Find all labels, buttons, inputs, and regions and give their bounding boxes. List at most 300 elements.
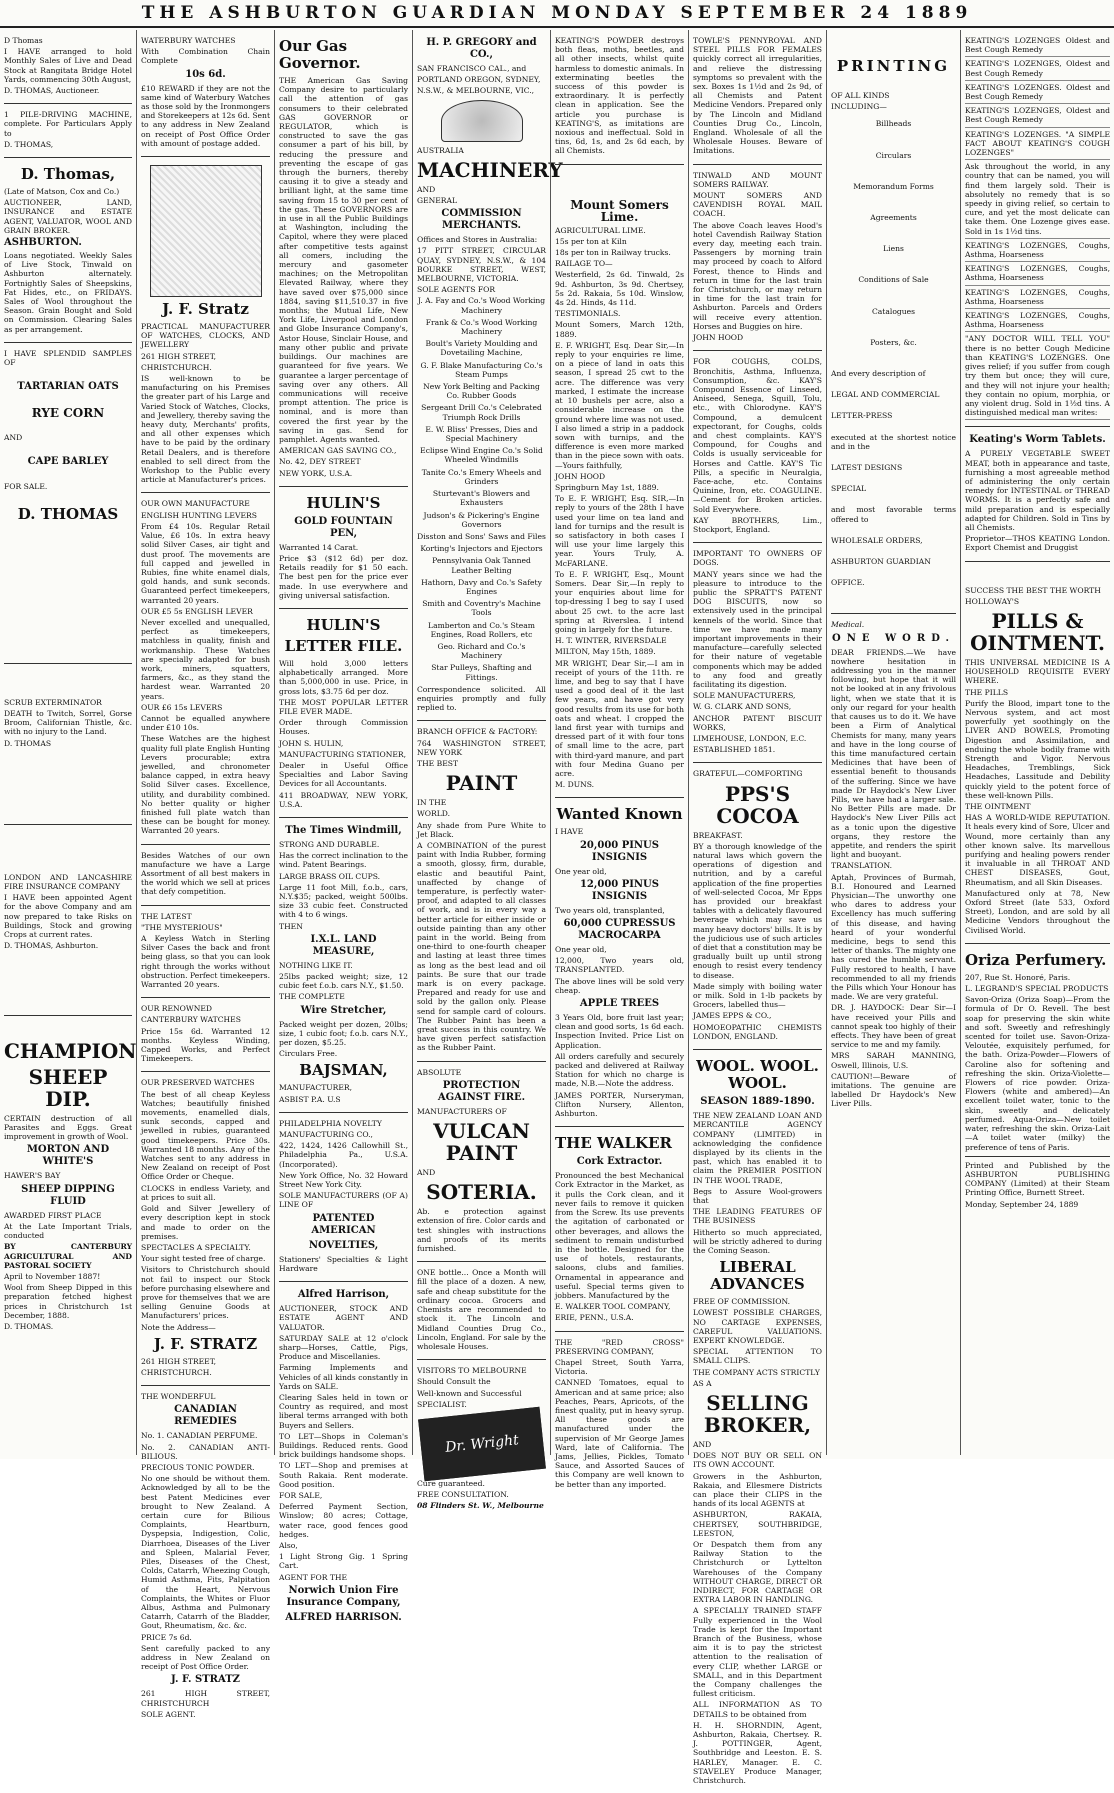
ad-heading: THE LATEST <box>141 911 192 921</box>
ad-date: MILTON, May 15th, 1889. <box>555 647 656 657</box>
list-item: Smith and Coventry's Machine Tools <box>422 599 541 618</box>
divider <box>965 1156 1110 1157</box>
ad-alfred-harrison <box>279 1282 408 1633</box>
list-item: KEATING'S LOZENGES, Oldest and Best Cough Remedy <box>965 57 1110 80</box>
ad-company: THE COMPANY ACTS STRICTLY <box>693 1367 820 1377</box>
ad-ointment: THE OINTMENT <box>965 802 1031 811</box>
ad-special: SPECIAL ATTENTION TO SMALL CLIPS. <box>693 1347 822 1366</box>
ad-line: 12,000 PINUS INSIGNIS <box>579 878 660 902</box>
ad-heading: NOVELTIES, <box>308 1239 379 1251</box>
ad-name: BAJSMAN, <box>299 1061 388 1080</box>
ad-body: 3 Years Old, bore fruit last year; clean and good sorts, 1s 6d each. Inspection Invited. Price List on Application. <box>555 1013 684 1050</box>
column-5 <box>550 30 688 1489</box>
ad-testimonial: To E. F. WRIGHT, Esq. SIR,—In reply to yours of the 28th I have used your lime on tea land and land for turnips and the result is so satisfactory in both cases I will use your lime largely this year. Yours Truly, A. McFARLANE. <box>555 494 684 568</box>
ad-signature: D. THOMAS <box>4 738 52 748</box>
ad-and: AND <box>417 184 436 194</box>
ad-heading: BRANCH OFFICE & FACTORY: <box>417 727 538 737</box>
ad-heading: THE COMPLETE <box>279 992 345 1002</box>
ad-favourable: and most favorable terms offered to <box>831 505 956 524</box>
list-item: Sturtevant's Blowers and Exhausters <box>432 489 531 508</box>
ad-body: TO LET—Shops in Coleman's Buildings. Reduced rents. Good brick buildings handsome shops. <box>279 1431 408 1460</box>
ad-title: ONE WORD. <box>831 632 955 644</box>
ad-body: Cannot be equalled anywhere under £10 10s. <box>141 713 270 733</box>
ad-city: CHRISTCHURCH. <box>141 1367 212 1377</box>
ad-city: N.S.W., & MELBOURNE, VIC., <box>417 86 535 96</box>
ad-signature: D. THOMAS, Auctioneer. <box>4 86 100 96</box>
ad-signature: JAMES PORTER, Nurseryman, Clifton Nursery, Allenton, Ashburton. <box>555 1090 684 1119</box>
ad-title: GOLD FOUNTAIN PEN, <box>294 515 393 539</box>
list-item: Billheads <box>875 119 912 129</box>
ad-body: IS well-known to be manufacturing on his Premises the greater part of his Large and Varied Stock of Watches, Clocks, and Jewellery, thereby saving the heavy duty, Merchants' profits, and all other expenses which have to be paid by the ordinary Retail Dealers, and is therefore enabled to sell direct from the Workshop to the Public every article at Manufacturer's prices. <box>141 374 270 485</box>
ad-towles-pills <box>693 30 822 165</box>
ad-line-sub: One year old, <box>555 945 607 955</box>
ad-features: THE LEADING FEATURES OF THE BUSINESS <box>693 1207 822 1226</box>
list-item: KEATING'S LOZENGES, Oldest and Best Cough Remedy <box>965 104 1110 127</box>
ad-including: INCLUDING— <box>831 102 887 112</box>
ad-sale: The above lines will be sold very cheap. <box>555 976 684 995</box>
list-item: Memorandum Forms <box>853 181 934 191</box>
ad-footer: Stationers' Specialties & Light Hardware <box>279 1254 408 1273</box>
ad-medicine: THIS UNIVERSAL MEDICINE IS A HOUSEHOLD REQUISITE EVERY WHERE. <box>965 657 1110 686</box>
ad-order: Order through Commission Houses. <box>279 718 408 737</box>
list-item: Judson's & Pickering's Engine Governors <box>423 510 540 529</box>
ad-name: J. F. STRATZ <box>153 1334 258 1353</box>
list-item: Circulars <box>875 150 912 160</box>
list-item: Posters, &c. <box>870 337 917 347</box>
ad-title: LETTER FILE. <box>284 636 403 655</box>
ad-heading: PRINTING <box>836 57 951 75</box>
ad-worm-tablets <box>965 427 1110 561</box>
ad-title: PPS'S COCOA <box>716 781 799 828</box>
ad-signature: MRS SARAH MANNING, Oswell, Illinois, U.S. <box>831 1051 956 1070</box>
ad-subheading: With Combination Chain Complete <box>141 47 270 66</box>
ad-body: "ANY DOCTOR WILL TELL YOU" there is no better Cough Medicine than KEATING'S LOZENGES. One gives relief; if you suffer from cough try them but once; they will cure, and they will not injure your health; they contain no opium, morphia, or any violent drug. Sold in 1½d tins. A distinguished medical man writes: <box>965 332 1110 420</box>
ad-body: £10 REWARD if they are not the same kind of Waterbury Watches as those sold by the Ironmongers and Storekeepers at 12s 6d. Sent to any address in New Zealand on receipt of Post Office Order with amount of postage added. <box>141 83 270 148</box>
ad-cups: LARGE BRASS OIL CUPS. <box>279 871 381 881</box>
ad-item: No. 1. CANADIAN PERFUME. <box>141 1431 258 1441</box>
list-item: Eclipse Wind Engine Co.'s Solid Wheeled Windmills <box>420 446 543 465</box>
ad-monthly-sales <box>4 30 132 104</box>
ad-body: These Watches are the highest quality full plate English Hunting Levers procurable; extra jewelled, and chronometer balance capped, in extra heavy Solid Silver cases. Excellence, utility, and durability combined. No better quality or higher finished full plate watch than these can be bought for money. Warranted 20 years. <box>141 734 270 836</box>
ad-subheading: ENGLISH HUNTING LEVERS <box>141 510 257 520</box>
list-item: G. F. Blake Manufacturing Co.'s Steam Pumps <box>420 360 543 379</box>
ad-heading: FOR SALE, <box>279 1490 323 1500</box>
ad-office: New York Office, No. 32 Howard Street New York City. <box>279 1170 408 1190</box>
column-1 <box>0 30 136 1455</box>
ad-body: A SPECIALLY TRAINED STAFF Fully experienced in the Wool Trade is kept for the Important Branch of the Business, whose aim it is to pay the strictest attention to the realisation of every CLIP, whether LARGE or SMALL, and in this Department the Company challenges the fullest criticism. <box>693 1606 822 1699</box>
ad-price: 18s per ton in Railway trucks. <box>555 248 671 258</box>
list-item: Hathorn, Davy and Co.'s Safety Engines <box>421 577 542 596</box>
ad-body: Hitherto so much appreciated, will be strictly adhered to during the Coming Season. <box>693 1227 822 1255</box>
ad-title: WOOL. WOOL. WOOL. <box>696 1057 819 1093</box>
ad-address: No. 42, DEY STREET <box>279 457 361 467</box>
ad-signature: Proprietor—THOS KEATING London. Export Chemist and Druggist <box>965 534 1110 553</box>
ad-address: LIMEHOUSE, LONDON, E.C. <box>693 734 807 744</box>
ad-offices: Offices and Stores in Australia: <box>417 235 538 245</box>
ad-body: A Keyless Watch in Sterling Silver Cases the back and front being glass, so that you can look right through the works without obstruction. Perfect timekeepers. Warranted 20 years. <box>141 934 270 990</box>
ad-heading: Oriza Perfumery. <box>965 950 1107 969</box>
ad-champion-sheep-dip <box>4 1016 137 1339</box>
ad-heading: D. Thomas, <box>20 165 116 184</box>
ad-body: Pronounced the best Mechanical Cork Extractor in the Market, as it pulls the Cork clean, and it never fails to remove it quicken from the Screw. Its use prevents the agitation of carbonated or other beverages, and allows the sediment to remain undisturbed in the bottle. Designed for the use of hotels, restaurants, saloons, clubs and families. Ornamental in appearance and useful. Special terms given to jobbers. Manufactured by the <box>555 1171 684 1300</box>
ad-item: RYE CORN <box>31 406 105 421</box>
agents-list <box>417 296 546 681</box>
ad-medical <box>831 614 956 1116</box>
ad-signature: ALFRED HARRISON. <box>285 1611 402 1623</box>
ad-circulars: Circulars Free. <box>279 1049 338 1059</box>
ad-free: FREE OF COMMISSION. <box>693 1297 791 1307</box>
ad-item: No. 2. CANADIAN ANTI-BILIOUS. <box>141 1442 270 1461</box>
ad-heading: OUR PRESERVED WATCHES <box>141 1078 255 1088</box>
ad-canadian-remedies <box>141 1386 270 1727</box>
ad-body: A COMBINATION of the purest paint with India Rubber, forming a smooth, glossy, firm, durable, elastic and beautiful Paint, unaffected by change of temperature, is perfectly water-proof, and adapted to all classes of work, and is in every way a better article for either inside or outside painting than any other paint in the world. Being from one-third to one-fourth cheaper and lasting at least three times as long as the best lead and oil paints. Be sure that our trade mark is on every package. Prepared and ready for use and sold by the gallon only. Please send for sample card of colours. The Rubber Paint has been a great success in this country. We have given perfect satisfaction as the Rubber Paint. <box>417 840 546 1053</box>
list-item: Boult's Variety Moulding and Dovetailing Machine, <box>425 339 538 358</box>
ad-line: 20,000 PINUS INSIGNIS <box>579 839 660 863</box>
ad-apple: APPLE TREES <box>579 998 660 1010</box>
ad-signature: D. THOMAS, <box>4 139 54 149</box>
ad-subheading: Should Consult the <box>417 1377 491 1387</box>
ad-agents: H. H. SHORNDIN, Agent, Ashburton, Rakaia, Chertsey. R. J. POTTINGER, Agent, Southbridge and Leeston. E. S. HARLEY, Manager. E. C. STAVELEY Produce Manager, Christchurch. <box>693 1720 822 1786</box>
ad-role: SOLE AGENT. <box>141 1709 196 1719</box>
ad-title: VULCAN PAINT <box>433 1119 530 1166</box>
ad-body: Will hold 3,000 letters alphabetically arranged. More than 5,000,000 in use. Price, in gross lots, $3.75 6d per doz. <box>279 658 408 696</box>
masthead: THE ASHBURTON GUARDIAN MONDAY SEPTEMBER 24 1889 <box>0 0 1114 28</box>
ad-address: 411 BROADWAY, NEW YORK, U.S.A. <box>279 790 408 809</box>
list-item: Geo. Richard and Co.'s Machinery <box>437 641 526 661</box>
list-item: KEATING'S LOZENGES, Coughs, Asthma, Hoarseness <box>965 239 1110 262</box>
ad-letter: LETTER-PRESS <box>831 411 893 421</box>
ad-cure: Cure guaranteed. <box>417 1478 485 1488</box>
ad-city: NEW YORK, U.S.A. <box>279 468 353 478</box>
ad-subheading: OUR £5 5s ENGLISH LEVER <box>141 606 253 616</box>
ad-body: Besides Watches of our own manufacture we have a Large Assortment of all best makers in the world which we sell at prices that defy competition. <box>141 850 270 897</box>
ad-subheading: MANUFACTURERS OF <box>417 1106 507 1116</box>
ad-does: DOES NOT BUY OR SELL ON ITS OWN ACCOUNT. <box>693 1451 822 1470</box>
ad-title: PILLS & OINTMENT. <box>970 608 1105 655</box>
ad-info: ALL INFORMATION AS TO DETAILS to be obtained from <box>693 1700 822 1719</box>
ad-body: KEATING'S POWDER destroys both fleas, moths, beetles, and all other insects, whilst quite harmless to domestic animals. In exterminating beetles the success of this powder is extraordinary. It is perfectly clean in application. See the article you purchase is KEATING'S, as imitations are noxious and ineffectual. Sold in tins, 6d, 1s, and 2s 6d each, by all Chemists. <box>555 36 684 156</box>
ad-body: 25lbs packed weight; size, 12 cubic feet f.o.b. cars N.Y., $1.50. <box>279 972 408 991</box>
ad-best-paint <box>417 721 546 1061</box>
ad-heading: VISITORS TO MELBOURNE <box>417 1366 527 1376</box>
ad-title: SOTERIA. <box>426 1180 537 1205</box>
ad-subheading: L. LEGRAND'S SPECIAL PRODUCTS <box>965 984 1109 994</box>
ad-lowest: LOWEST POSSIBLE CHARGES, NO CARTAGE EXPENSES, CAREFUL VALUATIONS. EXPERT KNOWLEDGE. <box>693 1308 822 1345</box>
ad-testimonial: DR. J. HAYDOCK: Dear Sir—I have received your Pills and cannot speak too highly of their effects. They have been of great service to me and my family. <box>831 1003 956 1050</box>
ad-kay-brothers <box>693 351 822 543</box>
ad-address: 764 WASHINGTON STREET, NEW YORK <box>417 738 546 757</box>
ad-subheading: BREAKFAST. <box>693 830 743 840</box>
ad-address: 261 HIGH STREET, CHRISTCHURCH <box>141 1689 270 1708</box>
ad-title: PAINT <box>445 771 518 796</box>
ad-body: Packed weight per dozen, 20lbs; size, 1 cubic foot; f.o.b. cars N.Y., per dozen, $5.25. <box>279 1019 408 1048</box>
ad-body: THE NEW ZEALAND LOAN AND MERCANTILE AGENCY COMPANY (LIMITED) in acknowledging the confidence displayed by its clients in the past, which has enabled it to claim the PREMIER POSITION IN THE WOOL TRADE, <box>693 1111 822 1185</box>
ad-body: I HAVE been appointed Agent for the above Company and am now prepared to take Risks on Buildings, Stock and growing Crops at current rates. <box>4 893 132 940</box>
ad-body: THE American Gas Saving Company desire to particularly call the attention of gas consumers to their celebrated GAS GOVERNOR or REGULATOR, which is constructed to save the gas consumer a part of his bill, by reducing the pressure and preventing the escape of gas through the burners, thereby causing it to give a steady and brilliant light, at the same time saving from 15 to 30 per cent of the gas. These GOVERNORS are in use in all the Public Buildings at Washington, including the Capitol, where they were placed after competitive tests against all comers, including the mercury and gasometer machines; on the Metropolitan Elevated Railway, where they have saved over $75,000 since 1884, saving $11,510.37 in five months; the Mutual Life, New York Life, Liverpool and London and Globe Insurance Company's, Astor House, Sinclair House, and many other public and private buildings. Our machines are guaranteed for five years. We guarantee a larger percentage of saving over any others. All communications will receive prompt attention. The price is nominal, and is more than covered the first year by the saving in gas. Send for pamphlet. Agents wanted. <box>279 76 408 444</box>
ad-scrub-exterminator <box>4 664 132 825</box>
ad-company: W. G. CLARK AND SONS, <box>693 702 792 712</box>
ad-holloway <box>965 562 1110 944</box>
list-item: Korting's Injectors and Ejectors <box>420 544 543 554</box>
ad-body: The best of all cheap Keyless Watches; beautifully finished movements, enamelled dials, sunk seconds, capped and jewelled in rubies, guaranteed good timekeepers. Price 30s. Warranted 18 months. Any of the Watches sent to any address in New Zealand on receipt of Post Office Order or Cheque. <box>141 1089 270 1182</box>
list-item: J. A. Fay and Co.'s Wood Working Machinery <box>417 296 546 315</box>
ad-general: GENERAL <box>417 196 458 206</box>
ad-body: AUCTIONEER, LAND, INSURANCE and ESTATE AGENT, VALUATOR, WOOL AND GRAIN BROKER. <box>4 198 132 235</box>
ad-makers: KAY BROTHERS, Lim., Stockport, England. <box>693 515 822 534</box>
ad-body: A PURELY VEGETABLE SWEET MEAT, both in appearance and taste, furnishing a most agreeable method of administering the only certain remedy for INTESTINAL or THREAD WORMS. It is a perfectly safe and mild preparation and is especially adapted for Children. Sold in Tins by all Chemists. <box>965 449 1110 532</box>
ad-dealer: Dealer in Useful Office Specialties and Labor Saving Devices for all Accountants. <box>279 760 408 789</box>
list-item: Tanite Co.'s Emery Wheels and Grinders <box>421 467 542 486</box>
ad-signature: H. T. WINTER, RIVERSDALE <box>555 636 667 646</box>
ad-dog-owners <box>693 543 822 763</box>
ad-body: I HAVE arranged to hold Monthly Sales of Live and Dead Stock at Rangitata Bridge Hotel Yards, commencing 30th August, <box>4 47 132 84</box>
ad-selling-broker: SELLING BROKER, <box>703 1390 812 1437</box>
ad-title: COMMISSION MERCHANTS. <box>441 208 522 232</box>
column-7 <box>826 30 960 1455</box>
ad-items: 1 Light Strong Gig. 1 Spring Cart. <box>279 1552 408 1571</box>
ad-body: TO LET—Shop and premises at South Rakaia. Rent moderate. Good position. <box>279 1461 408 1489</box>
ad-top: SUCCESS THE BEST THE WORTH <box>965 585 1101 595</box>
ad-tagline: THE MOST POPULAR LETTER FILE EVER MADE. <box>279 697 408 716</box>
ad-subheading: MOUNT SOMERS AND CAVENDISH ROYAL MAIL COACH. <box>693 191 822 219</box>
ad-signature: M. DUNS. <box>555 780 595 790</box>
ad-item: TARTARIAN OATS <box>17 381 119 393</box>
ad-body: CANNED Tomatoes, equal to American and at same price; also Peaches, Pears, Apricots, of the finest quality, put in heavy syrup. All these goods are manufactured under the supervision of Mr George James Ward, late of California. The Jams, Jellies, Pickles, Tomato Sauce, and Assorted Sauces of this Company are well known to be better than any imported. <box>555 1378 684 1489</box>
column-6 <box>688 30 826 1786</box>
list-item: Lamberton and Co.'s Steam Engines, Road Rollers, etc <box>428 620 535 639</box>
ad-canterbury-watches <box>141 998 270 1072</box>
ad-and: AND <box>693 1439 712 1449</box>
ad-subheading: CANTERBURY WATCHES <box>141 1015 241 1025</box>
ad-title: PHILADELPHIA NOVELTY <box>279 1118 382 1128</box>
ad-heading: TINWALD AND MOUNT SOMERS RAILWAY. <box>693 170 822 189</box>
ad-wanted-known <box>555 798 684 1127</box>
ad-body: From £4 10s. Regular Retail Value, £6 10s. In extra heavy solid Silver Cases, air tight and dust proof. The movements are full capped and jewelled in Rubies, fine white enamel dials, gold hands, and sunk seconds. Guaranteed perfect timekeepers, warranted 20 years. <box>141 521 270 605</box>
ad-body: CLOCKS in endless Variety, and at prices to suit all. <box>141 1183 270 1202</box>
ad-own-manufacture <box>141 493 270 844</box>
ad-heading: LONDON AND LANCASHIRE FIRE INSURANCE COMPANY <box>4 872 132 892</box>
ad-role: MANUFACTURER, <box>279 1083 353 1093</box>
list-item: Pennsylvania Oak Tanned Leather Belting <box>432 556 531 575</box>
list-item: Agreements <box>870 213 917 223</box>
ad-in: IN THE <box>417 798 447 808</box>
ad-heading: Wanted Known <box>556 805 683 824</box>
imprint: Printed and Published by the ASHBURTON PUBLISHING COMPANY (Limited) at their Steam Printing Office, Burnett Street. <box>965 1160 1110 1198</box>
ad-have: I HAVE <box>555 827 584 837</box>
list-item: KEATING'S LOZENGES Oldest and Best Cough Remedy <box>965 34 1110 57</box>
columns <box>0 30 1114 1786</box>
ad-address: Manufactured only at 78, New Oxford Street (late 533, Oxford Street), London, and are sold by all Medicine Vendors throughout the Civilised World. <box>965 888 1110 935</box>
ad-subheading: OUR £6 15s LEVERS <box>141 702 223 712</box>
ad-signature: JOHN HOOD <box>555 471 606 481</box>
ad-signature: D. THOMAS <box>17 504 119 523</box>
ad-subheading: (Late of Matson, Cox and Co.) <box>4 187 120 197</box>
ad-hulin-letter-file <box>279 609 408 818</box>
ad-body: BY a thorough knowledge of the natural laws which govern the operations of digestion and nutrition, and by a careful application of the fine properties of well-selected Cocoa, Mr Epps has provided our breakfast tables with a delicately flavoured beverage which may save us many heavy doctors' bills. It is by the judicious use of such articles of diet that a constitution may be gradually built up until strong enough to resist every tendency to disease. <box>693 841 822 980</box>
ad-every: And every description of <box>831 369 926 379</box>
ad-line: SOLE MANUFACTURERS (OF A) LINE OF <box>279 1191 408 1210</box>
ad-body: No one should be without them. Acknowledged by all to be the best Patent Medicines ever brought to New Zealand. A certain cure for Bilious Complaints, Heartburn, Dyspepsia, Indigestion, Colic, Diarrhoea, Diseases of the Liver and Spleen, Malarial Fever, Piles, Diseases of the Chest, Colds, Catarrh, Wheezing Cough, Humid Asthma, Fits, Palpitation of the Heart, Nervous Complaints, the Whites or Fluor Albus, Asthma and Pulmonary Catarrh, Catarrh of the Bladder, Gout, Rheumatism, &c. &c. <box>141 1474 271 1631</box>
ad-notes: Loans negotiated. Weekly Sales of Live Stock, Tinwald on Ashburton alternately. Fortnightly Sales of Sheepskins, Fat Hides, etc., on FRIDAYS. Sales of Wool throughout the Season. Grain Bought and Sold on Commission. Clearing Sales as per arrangement. <box>4 251 132 334</box>
ad-philadelphia-novelty <box>279 1113 408 1282</box>
ad-company: E. WALKER TOOL COMPANY, <box>555 1302 671 1312</box>
ad-body: HAS A WORLD-WIDE REPUTATION. It heals every kind of Sore, Ulcer and Wound, more certainly than any other known salve. Its marvellous purifying and healing powers render it invaluable in all THROAT AND CHEST DISEASES, Gout, Rheumatism, and all Skin Diseases. <box>965 813 1110 887</box>
ad-body: DEAR FRIENDS.—We have nowhere hesitation in addressing you in the manner following, but hope that it will not be looked at in any frivolous light, when we state that it is only our regard for your health that causes us to do it. We have been a Firm of Analytical Chemists for many, many years and have in the long course of this time manufactured certain Medicines that have been of essential benefit to thousands of the suffering. Since we have made Dr Haydock's New Liver Pills, we have had a larger sale. No Better Pills are made. Dr Haydock's New Liver Pills act as a tonic upon the digestive organs, they restore the appetite, and renders the spirit light and buoyant. <box>831 647 956 860</box>
ad-assortment <box>141 845 270 906</box>
ad-title: CANADIAN REMEDIES <box>174 1404 237 1428</box>
ad-body: Growers in the Ashburton, Rakaia, and Ellesmere Districts can place their CLIPS in the hands of its local AGENTS at <box>693 1471 822 1509</box>
list-item: New York Belting and Packing Co. Rubber Goods <box>423 382 540 401</box>
list-item: KEATING'S LOZENGES, Coughs, Asthma, Hoarseness <box>965 286 1110 309</box>
ad-town: ASHBURTON. <box>4 237 82 249</box>
ad-city: PORTLAND OREGON, SYDNEY, <box>417 75 541 85</box>
ad-address: ASBIST P.A. U.S <box>279 1094 341 1104</box>
ad-heading: THE WONDERFUL <box>141 1392 216 1402</box>
list-item: KEATING'S LOZENGES. Oldest and Best Cough Remedy <box>965 81 1110 104</box>
ad-heading: ABSOLUTE <box>417 1067 462 1077</box>
ad-body: The above Coach leaves Hood's hotel Cavendish Railway Station every day, meeting each train. Passengers by morning train may proceed by coach to Alford Forest, thence to Hinds and return in time for the last train for Christchurch, or may return in time for the last train for Ashburton. Parcels and Orders will receive every attention. Horses and Buggies on hire. <box>693 220 822 331</box>
list-item: KEATING'S LOZENGES, Coughs, Asthma, Hoarseness <box>965 309 1110 332</box>
ad-latest: LATEST DESIGNS <box>831 463 903 473</box>
ad-stratz <box>141 157 270 493</box>
ad-address: 207, Rue St. Honoré, Paris. <box>965 972 1071 982</box>
ad-body: SATURDAY SALE at 12 o'clock sharp—Horses, Cattle, Pigs, Produce and Miscellanies. <box>279 1333 408 1362</box>
ad-heading: Medical. <box>831 620 865 630</box>
ad-grateful: GRATEFUL—COMFORTING <box>693 769 803 779</box>
column-2 <box>136 30 274 1719</box>
list-item: KEATING'S LOZENGES. "A SIMPLE FACT ABOUT KEATING'S COUGH LOZENGES" <box>965 128 1110 161</box>
ad-heading: Our Gas Governor. <box>279 37 361 72</box>
ad-testimonial: MR WRIGHT, Dear Sir,—I am in receipt of yours of the 11th. re lime, and beg to say that I have used a good deal of it the last few years, and have got very good results from its use for both oats and wheat. I cropped the land first year with turnips and dressed part of it with four tons of small lime to the acre, part with third-yard manure, and part with four Medina Guano per acre. <box>555 658 684 779</box>
ad-world: WORLD. <box>417 809 451 819</box>
ad-mount-somers-lime <box>555 165 684 799</box>
ad-address: 422, 1424, 1426 Callowhill St., Philadelphia Pa., U.S.A. (Incorporated). <box>279 1141 408 1169</box>
ad-heading: THE WALKER <box>555 1134 672 1153</box>
column-3 <box>274 30 412 1623</box>
ad-heading: OUR RENOWNED <box>141 1004 212 1014</box>
ad-line: 60,000 CUPRESSUS MACROCARPA <box>563 918 676 942</box>
ad-address: 261 HIGH STREET, <box>141 1356 217 1366</box>
ad-signature-top: D Thomas <box>4 36 43 45</box>
ad-testimonial: E. F. WRIGHT, Esq. Dear Sir,—In reply to your enquiries re lime, on a piece of land in oats this season, I spread 25 cwt to the acre. The difference was very marked, I estimate the increase at 10 bushels per acre, also a considerable increase on the ground where lime was not used. I also limed a strip in a paddock sown with turnips, and the difference is even more marked than in the piece sown with oats.—Yours faithfully, <box>555 340 684 470</box>
ad-fire-protection <box>417 1062 546 1263</box>
ad-mysterious <box>141 906 270 999</box>
ad-line: 12,000, Two years old, TRANSPLANTED. <box>555 956 684 975</box>
ad-then: THEN <box>279 921 303 931</box>
ad-company: AMERICAN GAS SAVING CO., <box>279 446 397 456</box>
ad-maker: MORTON AND WHITE'S <box>26 1144 110 1168</box>
ad-subheading: STRONG AND DURABLE. <box>279 840 380 849</box>
ad-special: SPECIAL <box>831 484 867 494</box>
ad-body: CERTAIN destruction of all Parasites and Eggs. Great improvement in growth of Wool. <box>4 1113 132 1142</box>
ad-translation: TRANSLATION. <box>831 861 893 871</box>
ad-sole: SOLE MANUFACTURERS, <box>693 691 796 701</box>
ad-body: Price $3 ($12 6d) per doz. Retails readily for $1 50 each. The best pen for the price ever made. In use everywhere and giving universal satisfaction. <box>279 553 408 600</box>
ad-sole: SOLE AGENTS FOR <box>417 285 496 295</box>
ad-season: SEASON 1889-1890. <box>700 1096 815 1108</box>
ad-price: 10s 6d. <box>185 68 226 80</box>
ad-one-bottle <box>417 1262 546 1360</box>
ad-agent: AGENT FOR THE <box>279 1572 348 1582</box>
ad-pills: THE PILLS <box>965 687 1009 697</box>
ad-body: Or Despatch them from any Railway Station to the Christchurch or Lyttelton Warehouses of the Company WITHOUT CHARGE, DIRECT OR INDIRECT, FOR CARTAGE OR EXTRA LABOR IN HANDLING. <box>693 1540 822 1605</box>
ad-the-best: THE BEST <box>417 758 459 768</box>
ad-heading: I.X.L. LAND MEASURE, <box>310 933 377 957</box>
ad-maker-sub: HAWER'S BAY <box>4 1171 61 1181</box>
ad-title: "THE MYSTERIOUS" <box>141 922 223 932</box>
ad-body: FOR COUGHS, COLDS, Bronchitis, Asthma, Influenza, Consumption, &c. KAY'S Compound Essence of Linseed, Aniseed, Senega, Squill, Tolu, etc., with Chlorodyne. KAY'S Compound, a demulcent expectorant, for Coughs, colds and chest complaints. KAY'S Compound, for Coughs and Colds is usually serviceable for Horses and Cattle. KAY'S Tic Pills, a specific in Neuralgia, Face-ache, etc. Contains Quinine, Iron, etc. COAGULINE.—Cement for Broken articles. Sold Everywhere. <box>693 357 822 514</box>
ad-d-thomas-auctioneer <box>4 158 132 343</box>
ad-body: MANY years since we had the pleasure to introduce to the public the SPRATT'S PATENT DOG BISCUITS, now so extensively used in the principal kennels of the world. Since that time we have made many important improvements in their manufacture—carefully selected for their nature of vegetable components which may be added to any food and greatly facilitating its digestion. <box>693 569 822 689</box>
ad-heading: THE "RED CROSS" PRESERVING COMPANY, <box>555 1337 684 1356</box>
ad-title: CHAMPION <box>4 1038 137 1063</box>
ad-body: Deferred Payment Section, Winslow; 80 acres; Cottage, water race, good fences good hedges. <box>279 1502 408 1539</box>
ad-subheading: PRACTICAL MANUFACTURER OF WATCHES, CLOCKS, AND JEWELLERY <box>141 322 270 350</box>
ad-signature: JOHN HOOD <box>693 333 744 343</box>
ad-society: BY CANTERBURY AGRICULTURAL AND PASTORAL SOCIETY <box>4 1242 132 1270</box>
clock-tower-illustration <box>150 165 262 297</box>
ad-body: 1 PILE-DRIVING MACHINE, complete. For Particulars Apply to <box>4 110 132 138</box>
ad-maker: JAMES EPPS & CO., <box>693 1011 772 1021</box>
ad-hulin-pen <box>279 487 408 609</box>
ad-heading: WATERBURY WATCHES <box>141 36 236 45</box>
ad-title: MACHINERY <box>417 157 563 182</box>
ad-testimonial: To E. F. WRIGHT, Esq., Mount Somers. Dear Sir,—In reply to your enquiries about lime for top-dressing I beg to say I used about 25 cwt. to the acre last spring at Riverslea. I intend going in largely for the future. <box>555 569 684 634</box>
list-item: KEATING'S LOZENGES, Coughs, Asthma, Hoarseness <box>965 262 1110 285</box>
ad-item: CAPE BARLEY <box>27 456 109 468</box>
ad-oriza <box>965 944 1110 1217</box>
ad-address: ERIE, PENN., U.S.A. <box>555 1313 634 1323</box>
ad-body: Visitors to Christchurch should not fail to inspect our Stock before purchasing elsewhere and prove for themselves that we are selling Genuine Goods at Manufacturers' prices. <box>141 1265 270 1321</box>
ad-heading: Keating's Worm Tablets. <box>969 434 1106 446</box>
ad-heading: HULIN'S <box>306 493 381 512</box>
ad-caution: CAUTION!—Beware of imitations. The genuine are labelled Dr Haydock's New Liver Pills. <box>831 1071 956 1109</box>
ad-executed: executed at the shortest notice and in the <box>831 432 956 451</box>
ad-note: Note the Address— <box>141 1322 216 1332</box>
ad-railway-coach <box>693 165 822 352</box>
ad-epps-cocoa <box>693 763 822 1050</box>
ad-keatings-lozenges <box>965 30 1110 427</box>
ad-title: SHEEP DIP. <box>28 1064 108 1111</box>
list-item: Disston and Sons' Saws and Files <box>417 531 546 541</box>
ad-warranty: Warranted 14 Carat. <box>279 542 359 552</box>
ad-body: Farming Implements and Vehicles of all kinds constantly in Yards on SALE. <box>279 1363 408 1391</box>
ad-body: I HAVE SPLENDID SAMPLES OF <box>4 348 132 368</box>
ad-as-a: AS A <box>693 1378 712 1388</box>
ad-subheading: NOTHING LIKE IT. <box>279 960 353 970</box>
ad-line-sub: One year old, <box>555 866 607 876</box>
column-8 <box>960 30 1114 1455</box>
ad-body: Aptah, Provinces of Burmah, B.I. Honoured and Learned Physician—The unworthy one who dares to address your Excellency has much suffering of this disease, and having heard of your wonderful medicine, begs to send this letter of thanks. The mighty one has cured the humble servant. Fully restored to health, I have recommended to all my friends the Pills which Your Honour has made. We are very grateful. <box>831 872 956 1002</box>
list-item: Sergeant Drill Co.'s Celebrated Triumph Rock Drills <box>421 403 542 422</box>
ad-line-sub: Two years old, transplanted, <box>555 905 665 915</box>
ad-preserved-watches <box>141 1072 270 1386</box>
ad-pile-driving <box>4 104 132 158</box>
ad-trials: At the Late Important Trials, conducted <box>4 1221 132 1241</box>
ad-specialist <box>417 1360 546 1518</box>
ad-red-cross <box>555 1332 684 1497</box>
ad-award: AWARDED FIRST PLACE <box>4 1210 102 1220</box>
ad-address: 17 PITT STREET, CIRCULAR QUAY, SYDNEY, N.S.W., & 104 BOURKE STREET, WEST, MELBOURNE, VICTORIA. <box>417 246 546 284</box>
ad-body: Ask throughout the world, in any country that can be named, you will find them largely sold. Their is absolutely no remedy that is so speedy in giving relief, so certain to cure, and yet the most delicate can take them. One Lozenge gives ease. Sold in 1s 1½d tins. <box>965 160 1110 239</box>
ad-city: SAN FRANCISCO CAL., and <box>417 64 527 73</box>
ad-body: Gold and Silver Jewellery of every description kept in stock and made to order on the premises. <box>141 1204 270 1241</box>
ad-heading: HULIN'S <box>306 615 381 634</box>
ad-body: All orders carefully and securely packed and delivered at Railway Station for which no charge is made, N.B.—Note the address. <box>555 1051 684 1089</box>
eagle-emblem-icon <box>441 100 523 142</box>
ad-product: SHEEP DIPPING FLUID <box>21 1183 115 1207</box>
ad-subheading: OF ALL KINDS <box>831 91 890 100</box>
